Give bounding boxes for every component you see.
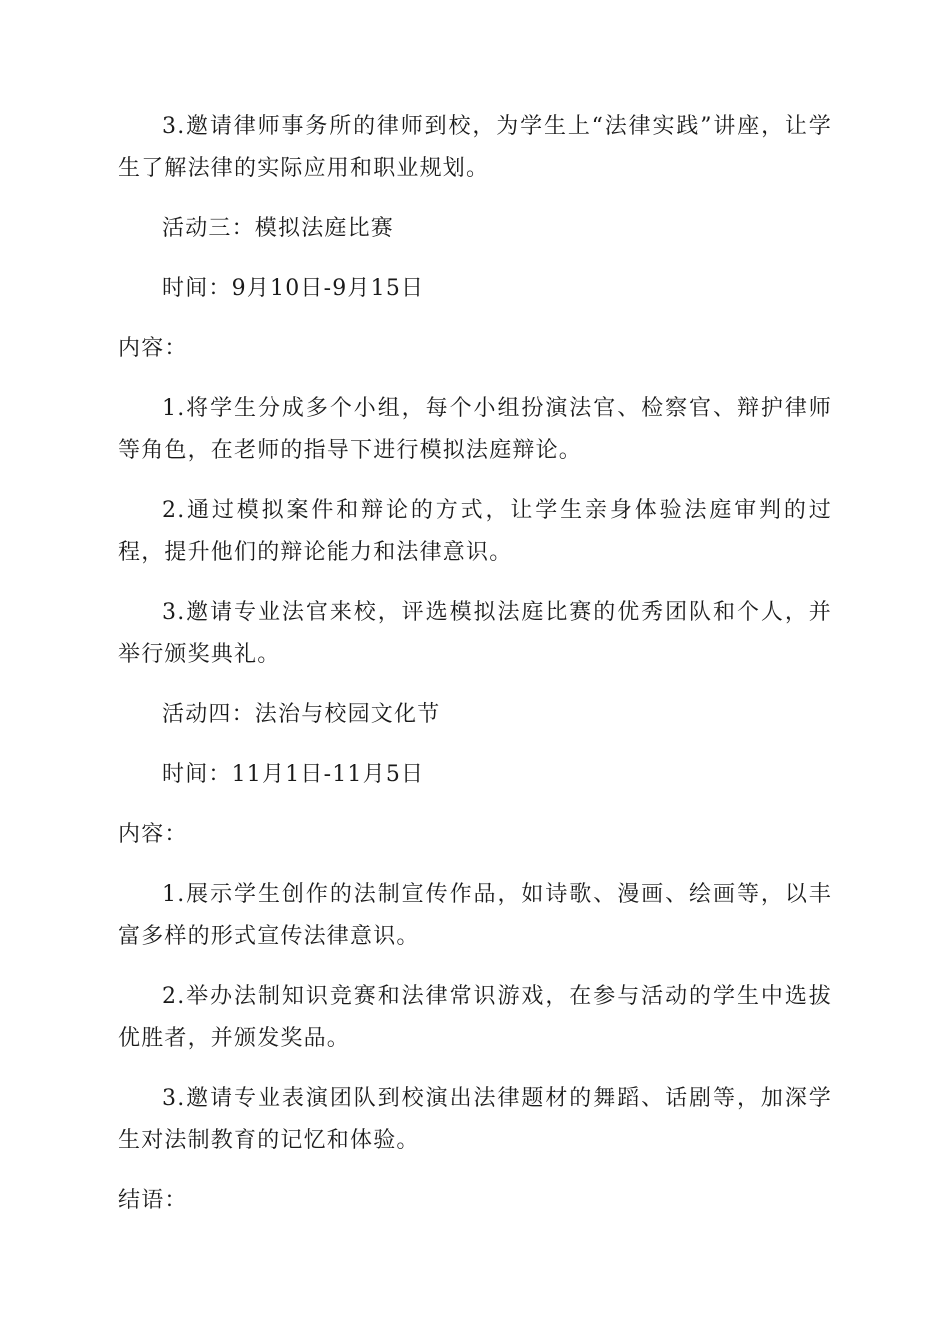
activity-3-heading: 活动三：模拟法庭比赛 (162, 216, 395, 241)
paragraph-item-3-lawyer-lecture: 3.邀请律师事务所的律师到校，为学生上“法律实践”讲座，让学生了解法律的实际应用和职业规划。 (118, 114, 832, 181)
activity-4-content-label: 内容： (118, 822, 188, 847)
document-body (118, 106, 832, 1222)
conclusion-label: 结语： (118, 1188, 188, 1213)
activity-3-time: 时间：9月10日-9月15日 (162, 276, 425, 301)
activity-4-item-1: 1.展示学生创作的法制宣传作品，如诗歌、漫画、绘画等，以丰富多样的形式宣传法律意识。 (118, 882, 832, 949)
activity-4-item-3: 3.邀请专业表演团队到校演出法律题材的舞蹈、话剧等，加深学生对法制教育的记忆和体验。 (118, 1086, 832, 1153)
activity-4-item-2: 2.举办法制知识竞赛和法律常识游戏，在参与活动的学生中选拔优胜者，并颁发奖品。 (118, 984, 832, 1051)
activity-3-item-2: 2.通过模拟案件和辩论的方式，让学生亲身体验法庭审判的过程，提升他们的辩论能力和法律意识。 (118, 498, 832, 565)
activity-4-heading: 活动四：法治与校园文化节 (162, 702, 441, 727)
activity-4-time: 时间：11月1日-11月5日 (162, 762, 425, 787)
activity-3-content-label: 内容： (118, 336, 188, 361)
activity-3-item-1: 1.将学生分成多个小组，每个小组扮演法官、检察官、辩护律师等角色，在老师的指导下进行模拟法庭辩论。 (118, 396, 832, 463)
activity-3-item-3: 3.邀请专业法官来校，评选模拟法庭比赛的优秀团队和个人，并举行颁奖典礼。 (118, 600, 832, 667)
